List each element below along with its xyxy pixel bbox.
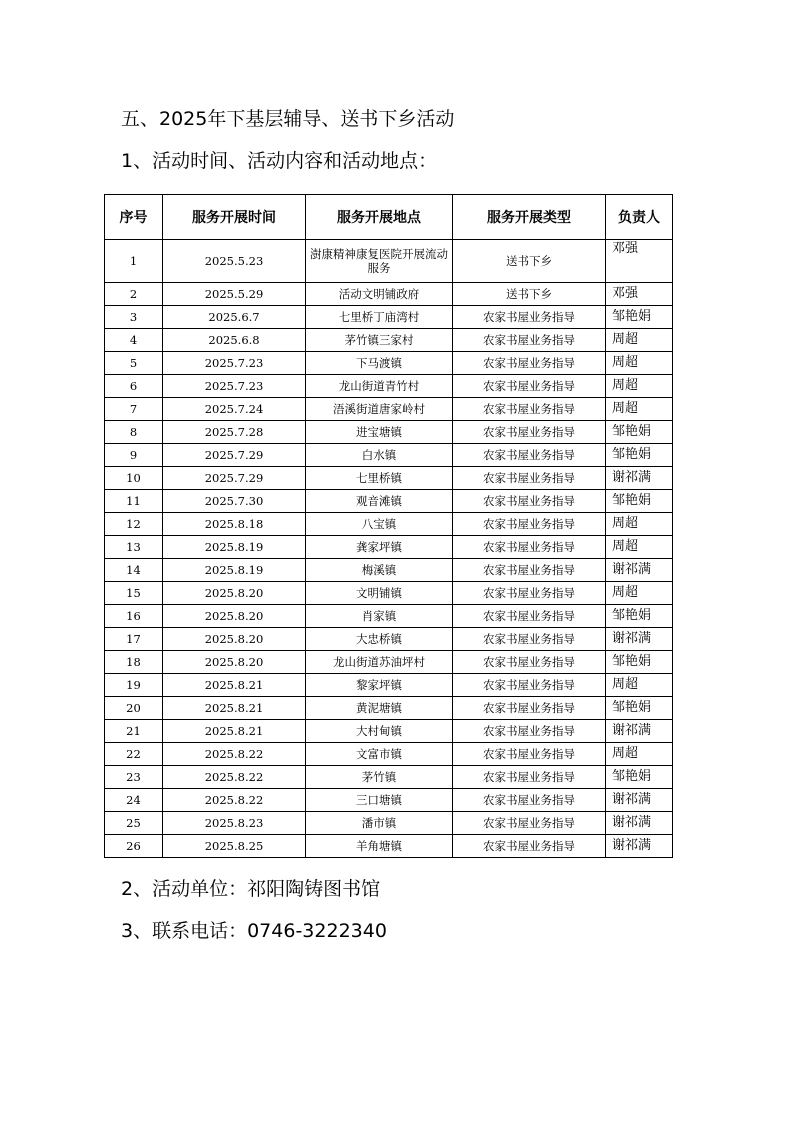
- cell-type: 农家书屋业务指导: [453, 421, 606, 444]
- cell-person: 周超: [606, 536, 673, 559]
- cell-person: 周超: [606, 398, 673, 421]
- cell-time: 2025.8.21: [163, 720, 306, 743]
- cell-person: 周超: [606, 513, 673, 536]
- cell-time: 2025.7.30: [163, 490, 306, 513]
- cell-number: 24: [105, 789, 163, 812]
- table-row: [105, 283, 673, 306]
- cell-type: 农家书屋业务指导: [453, 766, 606, 789]
- cell-type: 农家书屋业务指导: [453, 375, 606, 398]
- cell-location: 梅溪镇: [306, 559, 453, 582]
- cell-person: 周超: [606, 329, 673, 352]
- cell-time: 2025.8.20: [163, 605, 306, 628]
- cell-number: 22: [105, 743, 163, 766]
- cell-type: 送书下乡: [453, 240, 606, 283]
- table-row: [105, 697, 673, 720]
- cell-type: 农家书屋业务指导: [453, 329, 606, 352]
- cell-type: 送书下乡: [453, 283, 606, 306]
- cell-location: 黎家坪镇: [306, 674, 453, 697]
- cell-person: 邓强: [606, 240, 673, 283]
- cell-person: 周超: [606, 582, 673, 605]
- cell-type: 农家书屋业务指导: [453, 536, 606, 559]
- cell-location: 三口塘镇: [306, 789, 453, 812]
- cell-time: 2025.7.23: [163, 352, 306, 375]
- cell-number: 8: [105, 421, 163, 444]
- cell-number: 9: [105, 444, 163, 467]
- cell-person: 邹艳娟: [606, 605, 673, 628]
- cell-location: 活动文明铺政府: [306, 283, 453, 306]
- cell-type: 农家书屋业务指导: [453, 444, 606, 467]
- cell-number: 17: [105, 628, 163, 651]
- cell-time: 2025.8.19: [163, 536, 306, 559]
- table-row: [105, 444, 673, 467]
- cell-number: 16: [105, 605, 163, 628]
- cell-time: 2025.8.18: [163, 513, 306, 536]
- cell-type: 农家书屋业务指导: [453, 628, 606, 651]
- cell-number: 26: [105, 835, 163, 858]
- cell-person: 邹艳娟: [606, 306, 673, 329]
- cell-number: 14: [105, 559, 163, 582]
- cell-location: 羊角塘镇: [306, 835, 453, 858]
- table-row: [105, 467, 673, 490]
- cell-location: 茅竹镇三家村: [306, 329, 453, 352]
- cell-type: 农家书屋业务指导: [453, 559, 606, 582]
- cell-location: 观音滩镇: [306, 490, 453, 513]
- cell-person: 谢祁满: [606, 789, 673, 812]
- cell-time: 2025.8.22: [163, 789, 306, 812]
- cell-time: 2025.5.29: [163, 283, 306, 306]
- cell-person: 邹艳娟: [606, 697, 673, 720]
- table-row: [105, 513, 673, 536]
- cell-number: 19: [105, 674, 163, 697]
- cell-person: 邹艳娟: [606, 444, 673, 467]
- cell-number: 23: [105, 766, 163, 789]
- cell-location: 龚家坪镇: [306, 536, 453, 559]
- table-row: [105, 789, 673, 812]
- cell-person: 邹艳娟: [606, 490, 673, 513]
- cell-location: 大忠桥镇: [306, 628, 453, 651]
- cell-person: 邹艳娟: [606, 421, 673, 444]
- cell-time: 2025.7.29: [163, 444, 306, 467]
- cell-location: 澍康精神康复医院开展流动服务: [306, 240, 453, 283]
- table-header-row: [105, 195, 673, 240]
- cell-person: 邹艳娟: [606, 766, 673, 789]
- cell-person: 周超: [606, 352, 673, 375]
- cell-time: 2025.8.23: [163, 812, 306, 835]
- cell-number: 10: [105, 467, 163, 490]
- cell-time: 2025.8.20: [163, 628, 306, 651]
- cell-person: 周超: [606, 674, 673, 697]
- cell-time: 2025.8.22: [163, 743, 306, 766]
- cell-type: 农家书屋业务指导: [453, 490, 606, 513]
- cell-location: 七里桥镇: [306, 467, 453, 490]
- cell-number: 6: [105, 375, 163, 398]
- cell-person: 周超: [606, 375, 673, 398]
- cell-location: 大村甸镇: [306, 720, 453, 743]
- cell-location: 文明铺镇: [306, 582, 453, 605]
- cell-location: 浯溪街道唐家岭村: [306, 398, 453, 421]
- cell-location: 七里桥丁庙湾村: [306, 306, 453, 329]
- cell-time: 2025.8.25: [163, 835, 306, 858]
- cell-location: 下马渡镇: [306, 352, 453, 375]
- cell-person: 邹艳娟: [606, 651, 673, 674]
- cell-time: 2025.6.7: [163, 306, 306, 329]
- table-row: [105, 720, 673, 743]
- cell-time: 2025.7.29: [163, 467, 306, 490]
- cell-type: 农家书屋业务指导: [453, 398, 606, 421]
- cell-type: 农家书屋业务指导: [453, 513, 606, 536]
- table-row: [105, 421, 673, 444]
- cell-number: 11: [105, 490, 163, 513]
- cell-number: 12: [105, 513, 163, 536]
- cell-time: 2025.5.23: [163, 240, 306, 283]
- cell-number: 20: [105, 697, 163, 720]
- cell-number: 7: [105, 398, 163, 421]
- cell-time: 2025.8.19: [163, 559, 306, 582]
- cell-person: 邓强: [606, 283, 673, 306]
- cell-number: 25: [105, 812, 163, 835]
- table-row: [105, 306, 673, 329]
- cell-time: 2025.7.23: [163, 375, 306, 398]
- table-body: [105, 240, 673, 858]
- table-row: [105, 766, 673, 789]
- cell-number: 15: [105, 582, 163, 605]
- header-type: 服务开展类型: [453, 195, 606, 240]
- cell-location: 龙山街道青竹村: [306, 375, 453, 398]
- table-row: [105, 835, 673, 858]
- cell-type: 农家书屋业务指导: [453, 467, 606, 490]
- table-row: [105, 375, 673, 398]
- table-row: [105, 743, 673, 766]
- cell-person: 谢祁满: [606, 467, 673, 490]
- cell-time: 2025.7.28: [163, 421, 306, 444]
- table-row: [105, 812, 673, 835]
- schedule-table: [104, 194, 673, 858]
- cell-person: 谢祁满: [606, 720, 673, 743]
- cell-location: 龙山街道苏油坪村: [306, 651, 453, 674]
- cell-person: 谢祁满: [606, 559, 673, 582]
- cell-location: 潘市镇: [306, 812, 453, 835]
- section-heading: 五、2025年下基层辅导、送书下乡活动: [121, 108, 455, 130]
- cell-type: 农家书屋业务指导: [453, 605, 606, 628]
- table-row: [105, 628, 673, 651]
- cell-type: 农家书屋业务指导: [453, 697, 606, 720]
- item3-heading: 3、联系电话：0746-3222340: [121, 920, 387, 942]
- cell-location: 文富市镇: [306, 743, 453, 766]
- cell-number: 3: [105, 306, 163, 329]
- cell-number: 1: [105, 240, 163, 283]
- table-row: [105, 490, 673, 513]
- cell-person: 周超: [606, 743, 673, 766]
- cell-number: 21: [105, 720, 163, 743]
- cell-location: 白水镇: [306, 444, 453, 467]
- cell-person: 谢祁满: [606, 628, 673, 651]
- cell-type: 农家书屋业务指导: [453, 720, 606, 743]
- cell-type: 农家书屋业务指导: [453, 743, 606, 766]
- cell-person: 谢祁满: [606, 835, 673, 858]
- cell-location: 八宝镇: [306, 513, 453, 536]
- cell-type: 农家书屋业务指导: [453, 651, 606, 674]
- cell-type: 农家书屋业务指导: [453, 306, 606, 329]
- header-location: 服务开展地点: [306, 195, 453, 240]
- cell-location: 黄泥塘镇: [306, 697, 453, 720]
- table-row: [105, 605, 673, 628]
- cell-time: 2025.8.21: [163, 697, 306, 720]
- table-row: [105, 398, 673, 421]
- cell-time: 2025.7.24: [163, 398, 306, 421]
- cell-location: 茅竹镇: [306, 766, 453, 789]
- table-row: [105, 536, 673, 559]
- header-person: 负责人: [606, 195, 673, 240]
- cell-type: 农家书屋业务指导: [453, 789, 606, 812]
- cell-location: 肖家镇: [306, 605, 453, 628]
- cell-type: 农家书屋业务指导: [453, 352, 606, 375]
- cell-time: 2025.8.21: [163, 674, 306, 697]
- cell-type: 农家书屋业务指导: [453, 835, 606, 858]
- cell-number: 5: [105, 352, 163, 375]
- cell-location: 进宝塘镇: [306, 421, 453, 444]
- table-row: [105, 582, 673, 605]
- item2-heading: 2、活动单位：祁阳陶铸图书馆: [121, 878, 381, 900]
- table-row: [105, 674, 673, 697]
- cell-time: 2025.8.20: [163, 582, 306, 605]
- table-row: [105, 240, 673, 283]
- table-row: [105, 559, 673, 582]
- table-row: [105, 352, 673, 375]
- cell-number: 2: [105, 283, 163, 306]
- table-row: [105, 651, 673, 674]
- cell-number: 18: [105, 651, 163, 674]
- cell-person: 谢祁满: [606, 812, 673, 835]
- cell-time: 2025.8.20: [163, 651, 306, 674]
- cell-type: 农家书屋业务指导: [453, 812, 606, 835]
- cell-time: 2025.8.22: [163, 766, 306, 789]
- table-row: [105, 329, 673, 352]
- cell-type: 农家书屋业务指导: [453, 674, 606, 697]
- header-time: 服务开展时间: [163, 195, 306, 240]
- item1-heading: 1、活动时间、活动内容和活动地点：: [121, 150, 438, 172]
- cell-type: 农家书屋业务指导: [453, 582, 606, 605]
- header-number: 序号: [105, 195, 163, 240]
- cell-time: 2025.6.8: [163, 329, 306, 352]
- cell-number: 13: [105, 536, 163, 559]
- cell-number: 4: [105, 329, 163, 352]
